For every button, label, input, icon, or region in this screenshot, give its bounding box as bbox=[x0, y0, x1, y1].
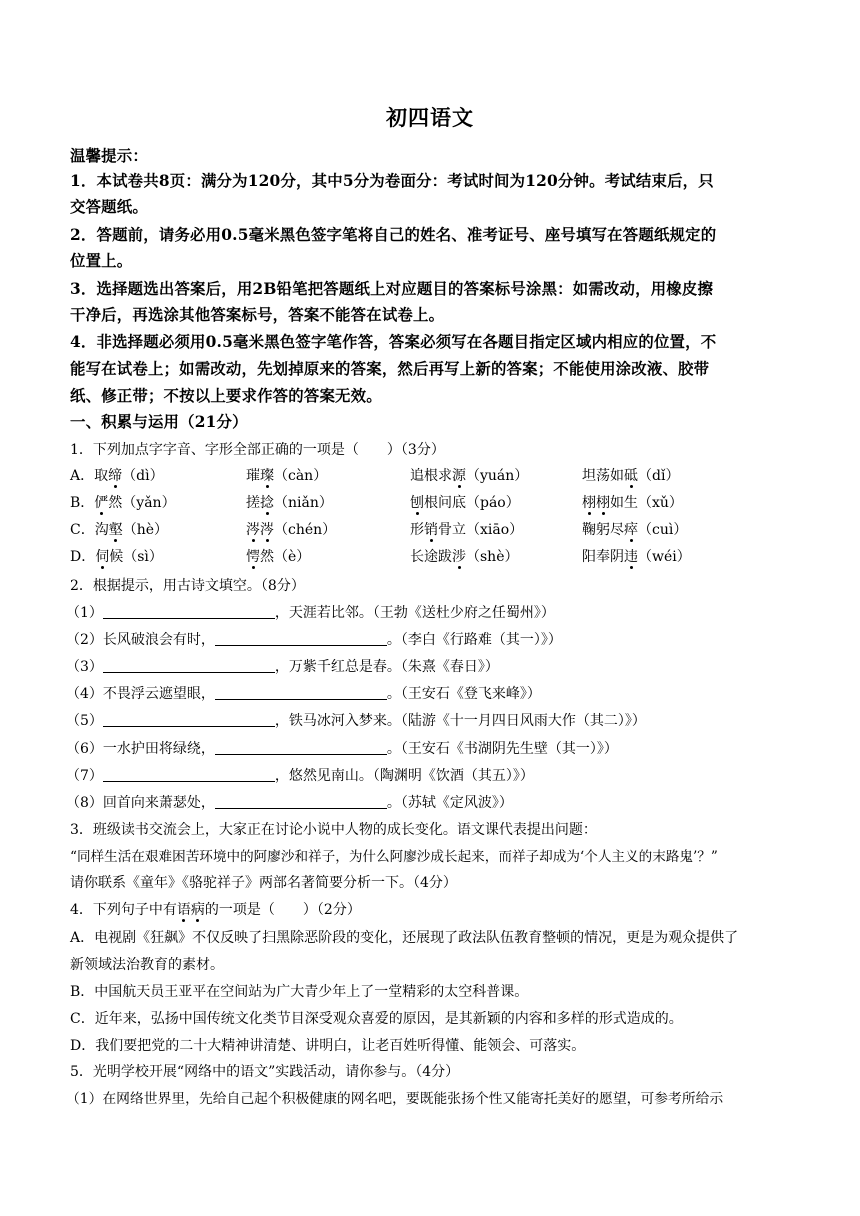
word-char: 尽 bbox=[610, 522, 624, 538]
q4-stem bbox=[70, 901, 792, 919]
q1-option-item bbox=[246, 521, 336, 539]
q2-source: 。（苏轼《定风波》） bbox=[386, 795, 513, 811]
notice-line: 位置上。 bbox=[70, 252, 133, 270]
pinyin: （cuì） bbox=[638, 522, 688, 538]
q4-option-c: C．近年来，弘扬中国传统文化类节目深受观众喜爱的原因，是其新颖的内容和多样的形式造成的。 bbox=[70, 1011, 683, 1027]
pinyin: （chén） bbox=[274, 522, 337, 538]
q2-number: （3） bbox=[66, 659, 103, 675]
pinyin: （hè） bbox=[122, 522, 169, 538]
dotted-char: 语 bbox=[176, 902, 191, 918]
word-char: 奉 bbox=[596, 549, 610, 565]
word-char: 然 bbox=[108, 495, 123, 511]
notice-heading: 温馨提示： bbox=[70, 147, 148, 165]
option-label: D． bbox=[70, 549, 96, 565]
q1-option-item bbox=[410, 521, 523, 539]
dotted-char: 愕 bbox=[246, 549, 260, 565]
dotted-char: 瘁 bbox=[624, 522, 638, 538]
q1-option-item bbox=[70, 521, 168, 539]
q3-line: 请你联系《童年》《骆驼祥子》两部名著简要分析一下。（4分） bbox=[70, 875, 457, 891]
q2-number: （4） bbox=[66, 686, 103, 702]
q5-part1: （1）在网络世界里，先给自己起个积极健康的网名吧，要既能张扬个性又能寄托美好的愿望，可参考所给示 bbox=[66, 1091, 724, 1107]
dotted-char: 捻 bbox=[260, 495, 274, 511]
word-char: 如 bbox=[610, 468, 624, 484]
q4-option-b: B．中国航天员王亚平在空间站为广大青少年上了一堂精彩的太空科普课。 bbox=[70, 984, 529, 1000]
q1-option-item bbox=[410, 548, 519, 566]
q5-stem: 5．光明学校开展“网络中的语文”实践活动，请你参与。（4分） bbox=[70, 1064, 460, 1080]
q1-option-item bbox=[410, 494, 520, 512]
word-char: 途 bbox=[424, 549, 438, 565]
q2-number: （2） bbox=[66, 632, 103, 648]
word-char: 长 bbox=[410, 549, 424, 565]
word-char: 鞠 bbox=[582, 522, 596, 538]
dotted-char: 缔 bbox=[108, 468, 123, 484]
word-char: 沟 bbox=[94, 522, 109, 538]
q1-option-item bbox=[70, 548, 163, 566]
word-char: 候 bbox=[109, 549, 124, 565]
notice-line: 2．答题前，请务必用0.5毫米黑色签字笔将自己的姓名、准考证号、座号填写在答题纸规定的 bbox=[70, 226, 717, 244]
q1-option-item bbox=[70, 467, 164, 485]
dotted-char: 销 bbox=[424, 522, 438, 538]
pinyin: （wéi） bbox=[638, 549, 691, 565]
q2-line bbox=[66, 604, 788, 622]
q4-stem-post: 的一项是（ ）（2分） bbox=[204, 902, 361, 918]
answer-blank[interactable] bbox=[215, 631, 387, 646]
word-char: 躬 bbox=[596, 522, 610, 538]
q2-given: 回首向来萧瑟处， bbox=[102, 795, 215, 811]
pinyin: （dǐ） bbox=[638, 468, 680, 484]
answer-blank[interactable] bbox=[103, 712, 275, 727]
answer-blank[interactable] bbox=[215, 685, 387, 700]
q2-source: 。（李白《行路难（其一）》） bbox=[386, 632, 562, 648]
dotted-char: 栩 bbox=[582, 495, 596, 511]
q2-line bbox=[66, 685, 788, 703]
q2-number: （7） bbox=[66, 768, 103, 784]
dotted-char: 壑 bbox=[108, 522, 123, 538]
option-label: B． bbox=[70, 495, 95, 511]
notice-line: 交答题纸。 bbox=[70, 198, 148, 216]
q4-option-a-cont: 新领域法治教育的素材。 bbox=[70, 957, 224, 973]
q1-option-item bbox=[70, 494, 176, 512]
word-char: 阳 bbox=[582, 549, 596, 565]
word-char: 骨 bbox=[438, 522, 452, 538]
notice-line: 干净后，再选涂其他答案标号，答案不能答在试卷上。 bbox=[70, 306, 445, 324]
section-heading: 一、积累与运用（21分） bbox=[70, 413, 248, 431]
word-char: 跋 bbox=[438, 549, 452, 565]
q2-line bbox=[66, 712, 788, 730]
notice-line: 能写在试卷上；如需改动，先划掉原来的答案，然后再写上新的答案；不能使用涂改液、胶带 bbox=[70, 360, 710, 378]
dotted-char: 涔 bbox=[246, 522, 260, 538]
word-char: 生 bbox=[624, 495, 638, 511]
q2-line bbox=[66, 767, 788, 785]
word-char: 求 bbox=[438, 468, 452, 484]
q3-line: “同样生活在艰难困苦环境中的阿廖沙和祥子，为什么阿廖沙成长起来，而祥子却成为‘个人主义的末路鬼’？” bbox=[70, 849, 718, 865]
q2-source: 。（王安石《登飞来峰》） bbox=[386, 686, 541, 702]
word-char: 坦 bbox=[582, 468, 596, 484]
option-label: C． bbox=[70, 522, 95, 538]
notice-line: 1．本试卷共8页：满分为120分，其中5分为卷面分：考试时间为120分钟。考试结束后，只 bbox=[70, 172, 714, 190]
q2-line bbox=[66, 658, 788, 676]
dotted-char: 刨 bbox=[410, 495, 424, 511]
q2-given: 一水护田将绿绕， bbox=[102, 741, 215, 757]
word-char: 追 bbox=[410, 468, 424, 484]
dotted-char: 俨 bbox=[94, 495, 109, 511]
q2-given: 长风破浪会有时， bbox=[102, 632, 215, 648]
q2-line bbox=[66, 794, 788, 812]
q2-source: ，悠然见南山。（陶渊明《饮酒（其五）》） bbox=[274, 768, 534, 784]
option-label: A． bbox=[70, 468, 95, 484]
answer-blank[interactable] bbox=[103, 658, 275, 673]
word-char: 形 bbox=[410, 522, 424, 538]
q4-stem-pre: 4．下列句子中有 bbox=[70, 902, 177, 918]
q1-option-item bbox=[246, 548, 310, 566]
q2-source: ，万紫千红总是春。（朱熹《春日》） bbox=[274, 659, 499, 675]
page-title: 初四语文 bbox=[386, 105, 474, 130]
notice-line: 3．选择题选出答案后，用2B铅笔把答题纸上对应题目的答案标号涂黑：如需改动，用橡皮擦 bbox=[70, 280, 714, 298]
pinyin: （dì） bbox=[122, 468, 164, 484]
q2-source: 。（王安石《书湖阴先生壁（其一）》） bbox=[386, 741, 618, 757]
dotted-char: 璨 bbox=[260, 468, 274, 484]
pinyin: （niǎn） bbox=[274, 495, 333, 511]
q2-stem: 2．根据提示，用古诗文填空。（8分） bbox=[70, 578, 305, 594]
q1-option-item bbox=[582, 521, 687, 539]
pinyin: （yuán） bbox=[466, 468, 529, 484]
dotted-char: 伺 bbox=[95, 549, 110, 565]
word-char: 根 bbox=[424, 495, 438, 511]
word-char: 取 bbox=[94, 468, 109, 484]
word-char: 搓 bbox=[246, 495, 260, 511]
notice-line: 纸、修正带；不按以上要求作答的答案无效。 bbox=[70, 387, 382, 405]
dotted-char: 涔 bbox=[260, 522, 274, 538]
word-char: 根 bbox=[424, 468, 438, 484]
word-char: 问 bbox=[438, 495, 452, 511]
answer-blank[interactable] bbox=[103, 767, 275, 782]
pinyin: （sì） bbox=[123, 549, 163, 565]
q4-option-d: D．我们要把党的二十大精神讲清楚、讲明白，让老百姓听得懂、能领会、可落实。 bbox=[70, 1038, 586, 1054]
q2-line bbox=[66, 740, 788, 758]
dotted-char: 源 bbox=[452, 468, 466, 484]
answer-blank[interactable] bbox=[215, 740, 387, 755]
q1-option-item bbox=[582, 467, 679, 485]
q2-line bbox=[66, 631, 788, 649]
word-char: 璀 bbox=[246, 468, 260, 484]
q2-number: （5） bbox=[66, 713, 103, 729]
q2-number: （8） bbox=[66, 795, 103, 811]
word-char: 如 bbox=[610, 495, 624, 511]
pinyin: （shè） bbox=[466, 549, 519, 565]
q2-number: （1） bbox=[66, 605, 103, 621]
pinyin: （è） bbox=[274, 549, 311, 565]
answer-blank[interactable] bbox=[103, 604, 275, 619]
q1-option-item bbox=[410, 467, 528, 485]
q2-source: ，铁马冰河入梦来。（陆游《十一月四日风雨大作（其二）》） bbox=[274, 713, 646, 729]
q4-option-a: A．电视剧《狂飙》不仅反映了扫黑除恶阶段的变化，还展现了政法队伍教育整顿的情况，更是为观众提供了 bbox=[70, 930, 739, 946]
q1-option-item bbox=[582, 494, 683, 512]
dotted-char: 涉 bbox=[452, 549, 466, 565]
dotted-char: 违 bbox=[624, 549, 638, 565]
q1-option-item bbox=[246, 467, 327, 485]
word-char: 底 bbox=[452, 495, 466, 511]
pinyin: （xiāo） bbox=[466, 522, 524, 538]
pinyin: （yǎn） bbox=[122, 495, 176, 511]
q1-option-item bbox=[582, 548, 691, 566]
q2-given: 不畏浮云遮望眼， bbox=[102, 686, 215, 702]
dotted-char: 栩 bbox=[596, 495, 610, 511]
q1-stem: 1．下列加点字字音、字形全部正确的一项是（ ）（3分） bbox=[70, 442, 445, 458]
q2-number: （6） bbox=[66, 741, 103, 757]
q3-line: 3．班级读书交流会上，大家正在讨论小说中人物的成长变化。语文课代表提出问题： bbox=[70, 822, 597, 838]
dotted-char: 砥 bbox=[624, 468, 638, 484]
q1-option-item bbox=[246, 494, 333, 512]
pinyin: （xǔ） bbox=[638, 495, 683, 511]
word-char: 荡 bbox=[596, 468, 610, 484]
word-char: 然 bbox=[260, 549, 274, 565]
answer-blank[interactable] bbox=[215, 794, 387, 809]
dotted-char: 病 bbox=[190, 902, 205, 918]
word-char: 阴 bbox=[610, 549, 624, 565]
pinyin: （càn） bbox=[274, 468, 328, 484]
pinyin: （páo） bbox=[466, 495, 520, 511]
q2-source: ，天涯若比邻。（王勃《送杜少府之任蜀州》） bbox=[274, 605, 555, 621]
word-char: 立 bbox=[452, 522, 466, 538]
notice-line: 4．非选择题必须用0.5毫米黑色签字笔作答，答案必须写在各题目指定区域内相应的位置，不 bbox=[70, 333, 717, 351]
